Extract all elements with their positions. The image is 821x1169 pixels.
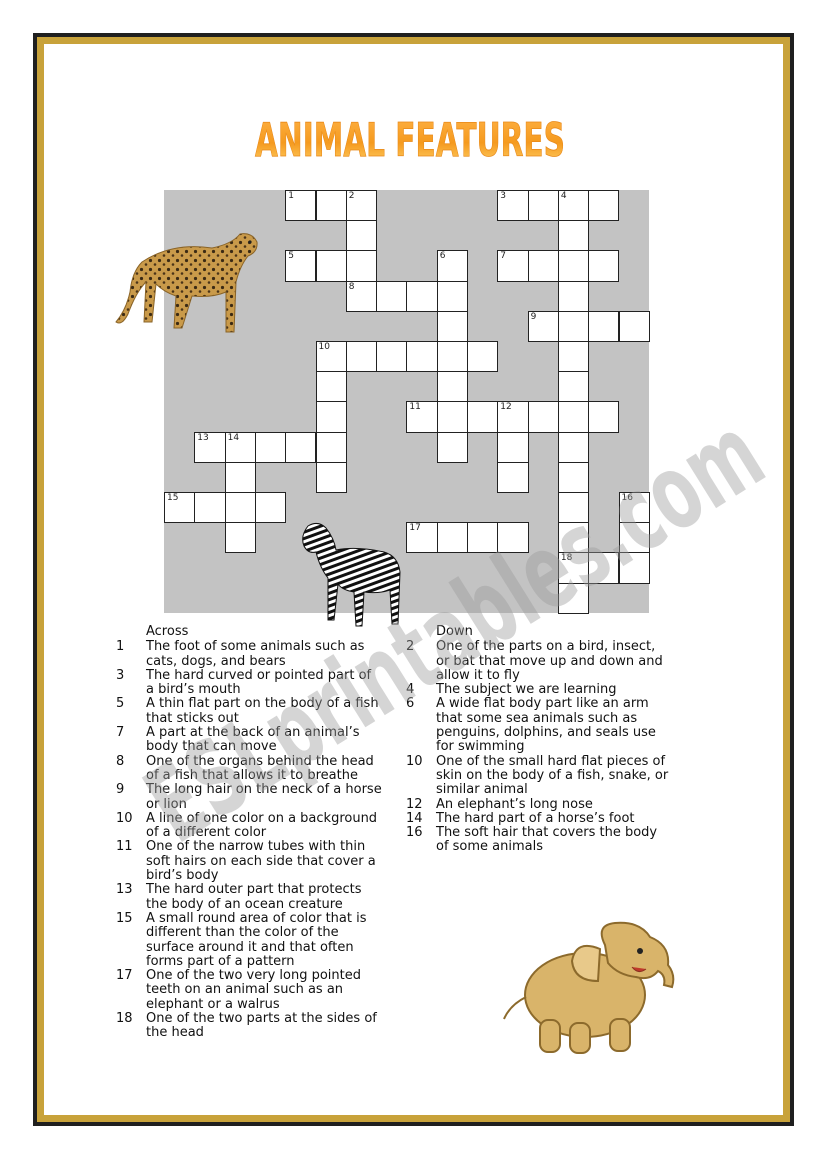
clue-number: 13	[116, 882, 133, 898]
crossword-cell[interactable]	[588, 311, 619, 342]
crossword-cell[interactable]	[588, 552, 619, 583]
clue-text: The hard outer part that protects the body of an ocean creature	[146, 882, 362, 912]
crossword-cell[interactable]	[588, 401, 619, 432]
crossword-cell[interactable]	[316, 190, 347, 221]
crossword-cell[interactable]	[437, 311, 468, 342]
crossword-cell[interactable]	[316, 432, 347, 463]
clue-text: One of the parts on a bird, insect, or bat that move up and down and allow it to fly	[436, 639, 663, 683]
crossword-cell[interactable]	[497, 462, 528, 493]
crossword-cell[interactable]	[225, 522, 256, 553]
clue-text: One of the organs behind the head of a fish that allows it to breathe	[146, 753, 374, 783]
across-clue	[116, 912, 382, 969]
clue-number: 15	[116, 910, 133, 926]
elephant-image	[500, 915, 680, 1060]
crossword-cell[interactable]	[497, 190, 528, 221]
crossword-cell[interactable]	[558, 371, 589, 402]
leopard-image	[112, 222, 262, 342]
crossword-cell[interactable]	[558, 281, 589, 312]
crossword-cell[interactable]	[437, 432, 468, 463]
down-clue	[406, 798, 672, 812]
svg-text:ANIMAL FEATURES: ANIMAL FEATURES	[255, 113, 565, 167]
clue-number: 10	[116, 810, 133, 826]
clue-text: A small round area of color that is different than the color of the surface around it and that often forms part of a pattern	[146, 910, 367, 969]
cell-number: 7	[500, 251, 507, 262]
crossword-cell[interactable]	[437, 281, 468, 312]
crossword-cell[interactable]	[497, 250, 528, 281]
cell-number: 16	[621, 493, 633, 503]
clue-text: An elephant’s long nose	[436, 796, 593, 812]
crossword-cell[interactable]	[619, 552, 650, 583]
across-clue	[116, 1012, 382, 1041]
clue-text: The hard curved or pointed part of a bird’s mouth	[146, 667, 372, 698]
crossword-cell[interactable]	[588, 190, 619, 221]
crossword-cell[interactable]	[316, 341, 347, 372]
page-title	[215, 100, 605, 170]
clue-text: The long hair on the neck of a horse or lion	[146, 782, 382, 812]
crossword-cell[interactable]	[346, 341, 377, 372]
crossword-cell[interactable]	[406, 522, 437, 553]
cell-number: 5	[288, 251, 294, 262]
clue-number: 10	[406, 753, 423, 769]
clue-number: 7	[116, 725, 125, 741]
clue-text: The hard part of a horse’s foot	[436, 810, 635, 826]
cell-number: 6	[439, 251, 446, 262]
crossword-cell[interactable]	[528, 311, 559, 342]
crossword-cell[interactable]	[558, 401, 589, 432]
crossword-cell[interactable]	[255, 432, 286, 463]
clue-text: The subject we are learning	[436, 682, 617, 698]
crossword-cell[interactable]	[437, 371, 468, 402]
crossword-cell[interactable]	[164, 492, 195, 523]
clue-text: The soft hair that covers the body of some animals	[436, 825, 658, 855]
clue-number: 11	[116, 839, 133, 855]
clue-number: 17	[116, 968, 133, 984]
crossword-cell[interactable]	[285, 190, 316, 221]
crossword-cell[interactable]	[225, 432, 256, 463]
across-clue	[116, 883, 382, 912]
crossword-cell[interactable]	[406, 401, 437, 432]
clue-text: A wide flat body part like an arm that some sea animals such as penguins, dolphins, and seals use for swimming	[436, 696, 656, 755]
clue-text: One of the small hard flat pieces of skin on the body of a fish, snake, or similar animal	[436, 753, 669, 798]
clue-number: 8	[116, 753, 125, 769]
clue-number: 5	[116, 696, 125, 712]
cell-number: 3	[500, 191, 507, 201]
cell-number: 14	[227, 432, 240, 443]
across-clues	[116, 625, 382, 1041]
crossword-cell[interactable]	[528, 250, 559, 281]
crossword-cell[interactable]	[528, 190, 559, 221]
clue-number: 2	[406, 639, 415, 655]
crossword-cell[interactable]	[285, 250, 316, 281]
across-clue	[116, 969, 382, 1012]
across-clue	[116, 755, 382, 784]
crossword-cell[interactable]	[316, 371, 347, 402]
clue-number: 16	[406, 825, 423, 841]
crossword-cell[interactable]	[467, 522, 498, 553]
crossword-cell[interactable]	[346, 190, 377, 221]
crossword-cell[interactable]	[316, 250, 347, 281]
crossword-cell[interactable]	[497, 401, 528, 432]
crossword-cell[interactable]	[225, 492, 256, 523]
clue-number: 12	[406, 796, 423, 812]
cell-number: 15	[167, 493, 179, 503]
crossword-cell[interactable]	[558, 190, 589, 221]
crossword-cell[interactable]	[316, 401, 347, 432]
crossword-cell[interactable]	[437, 250, 468, 281]
down-clue	[406, 826, 672, 855]
crossword-cell[interactable]	[619, 311, 650, 342]
clue-text: A line of one color on a background of a different color	[146, 810, 378, 841]
crossword-cell[interactable]	[285, 432, 316, 463]
crossword-cell[interactable]	[346, 220, 377, 251]
across-heading: Across	[146, 624, 189, 639]
clue-text: One of the narrow tubes with thin soft hairs on each side that cover a bird’s body	[146, 839, 376, 884]
cell-number: 10	[318, 342, 330, 352]
crossword-cell[interactable]	[467, 341, 498, 372]
crossword-cell[interactable]	[376, 281, 407, 312]
crossword-cell[interactable]	[619, 492, 650, 523]
crossword-cell[interactable]	[406, 341, 437, 372]
crossword-cell[interactable]	[406, 281, 437, 312]
crossword-cell[interactable]	[497, 432, 528, 463]
crossword-cell[interactable]	[194, 432, 225, 463]
across-clue	[116, 726, 382, 755]
down-clue	[406, 812, 672, 826]
crossword-cell[interactable]	[558, 250, 589, 281]
clue-number: 6	[406, 696, 415, 712]
clue-number: 4	[406, 682, 415, 698]
clue-text: The foot of some animals such as cats, dogs, and bears	[146, 639, 365, 669]
crossword-cell[interactable]	[437, 341, 468, 372]
crossword-cell[interactable]	[437, 522, 468, 553]
cell-number: 12	[500, 402, 512, 413]
clue-text: One of the two very long pointed teeth on an animal such as an elephant or a walrus	[146, 968, 362, 1012]
crossword-cell[interactable]	[588, 250, 619, 281]
crossword-cell[interactable]	[376, 341, 407, 372]
cell-number: 4	[560, 191, 567, 201]
crossword-cell[interactable]	[528, 401, 559, 432]
crossword-cell[interactable]	[437, 401, 468, 432]
down-clue	[406, 683, 672, 697]
cell-number: 13	[197, 432, 209, 443]
cell-number: 2	[348, 191, 355, 201]
crossword-cell[interactable]	[619, 522, 650, 553]
cell-number: 18	[560, 553, 573, 564]
crossword-cell[interactable]	[225, 462, 256, 493]
cell-number: 17	[409, 523, 421, 534]
across-clue	[116, 783, 382, 812]
crossword-cell[interactable]	[558, 462, 589, 493]
clue-number: 1	[116, 639, 125, 655]
cell-number: 9	[530, 311, 537, 322]
crossword-cell[interactable]	[558, 311, 589, 342]
clue-number: 14	[406, 810, 423, 826]
down-clues	[406, 625, 672, 855]
crossword-cell[interactable]	[194, 492, 225, 523]
zebra-image	[298, 520, 410, 636]
crossword-cell[interactable]	[558, 522, 589, 553]
crossword-cell[interactable]	[558, 583, 589, 614]
cell-number: 1	[288, 191, 294, 201]
cell-number: 8	[348, 281, 355, 292]
crossword-cell[interactable]	[316, 462, 347, 493]
across-clue	[116, 812, 382, 841]
crossword-cell[interactable]	[558, 492, 589, 523]
across-clue	[116, 697, 382, 726]
crossword-cell[interactable]	[497, 522, 528, 553]
clue-text: One of the two parts at the sides of the head	[146, 1011, 377, 1041]
down-clue	[406, 640, 672, 683]
crossword-cell[interactable]	[558, 432, 589, 463]
clue-number: 18	[116, 1011, 133, 1027]
across-clue	[116, 840, 382, 883]
down-heading: Down	[436, 624, 473, 639]
crossword-cell[interactable]	[255, 492, 286, 523]
across-clue	[116, 669, 382, 698]
crossword-cell[interactable]	[346, 250, 377, 281]
clue-text: A thin flat part on the body of a fish that sticks out	[146, 696, 379, 726]
down-clue	[406, 755, 672, 798]
across-clue	[116, 640, 382, 669]
crossword-cell[interactable]	[558, 552, 589, 583]
clue-number: 3	[116, 667, 125, 683]
crossword-cell[interactable]	[558, 341, 589, 372]
crossword-cell[interactable]	[558, 220, 589, 251]
clue-number: 9	[116, 782, 125, 798]
crossword-cell[interactable]	[467, 401, 498, 432]
clue-text: A part at the back of an animal’s body that can move	[146, 725, 360, 755]
down-clue	[406, 697, 672, 754]
cell-number: 11	[409, 402, 421, 413]
crossword-cell[interactable]	[346, 281, 377, 312]
